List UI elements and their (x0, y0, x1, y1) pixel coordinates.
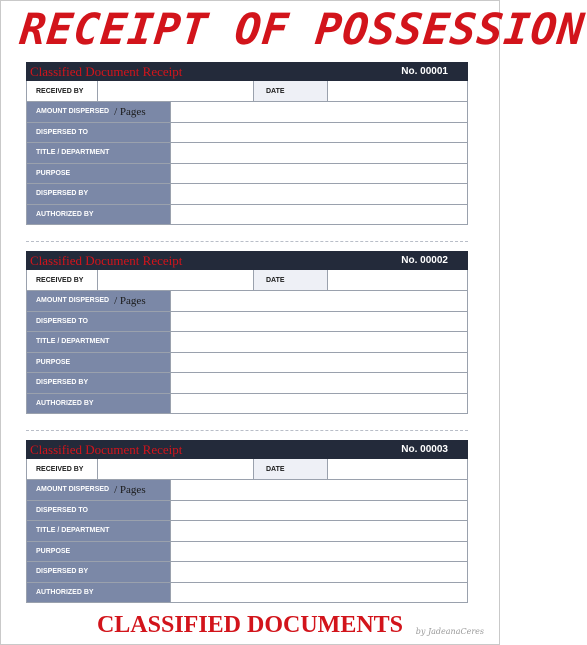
dispersed-to-row (26, 123, 468, 144)
authorized-by-row (26, 394, 468, 415)
authorized-by-label: AUTHORIZED BY (27, 394, 171, 414)
title-department-field[interactable] (171, 521, 467, 541)
dispersed-by-field[interactable] (171, 373, 467, 393)
received-by-row (26, 270, 468, 291)
received-by-field[interactable] (98, 270, 254, 290)
title-department-row (26, 521, 468, 542)
dispersed-to-field[interactable] (171, 312, 467, 332)
authorized-by-label: AUTHORIZED BY (27, 205, 171, 225)
date-field[interactable] (328, 270, 467, 290)
purpose-label: PURPOSE (27, 164, 171, 184)
date-field[interactable] (328, 459, 467, 479)
credit-text: by JadeanaCeres (415, 627, 484, 636)
footer-title: CLASSIFIED DOCUMENTS (96, 612, 404, 638)
authorized-by-field[interactable] (171, 583, 467, 603)
purpose-field[interactable] (171, 164, 467, 184)
authorized-by-field[interactable] (171, 394, 467, 414)
purpose-row (26, 542, 468, 563)
dispersed-by-label: DISPERSED BY (27, 373, 171, 393)
receipt-number: No. 00001 (401, 66, 448, 77)
amount-dispersed-field[interactable] (171, 291, 467, 311)
title-department-row (26, 332, 468, 353)
cut-line (26, 241, 468, 242)
date-label: DATE (254, 459, 328, 479)
amount-dispersed-text: AMOUNT DISPERSED (36, 486, 110, 494)
cut-line (26, 430, 468, 431)
purpose-label: PURPOSE (27, 353, 171, 373)
title-department-field[interactable] (171, 332, 467, 352)
title-department-row (26, 143, 468, 164)
dispersed-to-field[interactable] (171, 123, 467, 143)
amount-dispersed-label (27, 291, 171, 311)
received-by-row (26, 81, 468, 102)
dispersed-by-row (26, 562, 468, 583)
dispersed-by-label: DISPERSED BY (27, 562, 171, 582)
receipt-header (26, 62, 468, 81)
authorized-by-row (26, 583, 468, 604)
received-by-label: RECEIVED BY (27, 270, 98, 290)
pages-unit: / Pages (114, 105, 146, 118)
receipt-heading: Classified Document Receipt (30, 64, 183, 79)
dispersed-by-field[interactable] (171, 562, 467, 582)
dispersed-to-label: DISPERSED TO (27, 312, 171, 332)
receipt-number: No. 00003 (401, 444, 448, 455)
receipt-heading: Classified Document Receipt (30, 253, 183, 268)
amount-dispersed-row (26, 291, 468, 312)
dispersed-to-row (26, 312, 468, 333)
title-department-field[interactable] (171, 143, 467, 163)
page-title: RECEIPT OF POSSESSION (17, 5, 587, 55)
amount-dispersed-row (26, 480, 468, 501)
dispersed-by-row (26, 373, 468, 394)
dispersed-by-field[interactable] (171, 184, 467, 204)
receipt-2 (26, 251, 468, 414)
amount-dispersed-label (27, 102, 171, 122)
receipt-header (26, 440, 468, 459)
received-by-row (26, 459, 468, 480)
amount-dispersed-label (27, 480, 171, 500)
title-department-label: TITLE / DEPARTMENT (27, 143, 171, 163)
date-label: DATE (254, 270, 328, 290)
dispersed-by-label: DISPERSED BY (27, 184, 171, 204)
purpose-label: PURPOSE (27, 542, 171, 562)
receipt-3 (26, 440, 468, 603)
authorized-by-field[interactable] (171, 205, 467, 225)
received-by-label: RECEIVED BY (27, 459, 98, 479)
amount-dispersed-row (26, 102, 468, 123)
dispersed-by-row (26, 184, 468, 205)
pages-unit: / Pages (114, 483, 146, 496)
title-department-label: TITLE / DEPARTMENT (27, 521, 171, 541)
purpose-field[interactable] (171, 353, 467, 373)
title-department-label: TITLE / DEPARTMENT (27, 332, 171, 352)
dispersed-to-label: DISPERSED TO (27, 501, 171, 521)
amount-dispersed-field[interactable] (171, 480, 467, 500)
date-label: DATE (254, 81, 328, 101)
dispersed-to-label: DISPERSED TO (27, 123, 171, 143)
date-field[interactable] (328, 81, 467, 101)
receipt-header (26, 251, 468, 270)
pages-unit: / Pages (114, 294, 146, 307)
amount-dispersed-text: AMOUNT DISPERSED (36, 297, 110, 305)
dispersed-to-row (26, 501, 468, 522)
received-by-field[interactable] (98, 81, 254, 101)
dispersed-to-field[interactable] (171, 501, 467, 521)
receipt-heading: Classified Document Receipt (30, 442, 183, 457)
received-by-label: RECEIVED BY (27, 81, 98, 101)
receipt-number: No. 00002 (401, 255, 448, 266)
purpose-row (26, 164, 468, 185)
amount-dispersed-field[interactable] (171, 102, 467, 122)
amount-dispersed-text: AMOUNT DISPERSED (36, 108, 110, 116)
authorized-by-label: AUTHORIZED BY (27, 583, 171, 603)
authorized-by-row (26, 205, 468, 226)
purpose-field[interactable] (171, 542, 467, 562)
purpose-row (26, 353, 468, 374)
receipt-1 (26, 62, 468, 225)
received-by-field[interactable] (98, 459, 254, 479)
